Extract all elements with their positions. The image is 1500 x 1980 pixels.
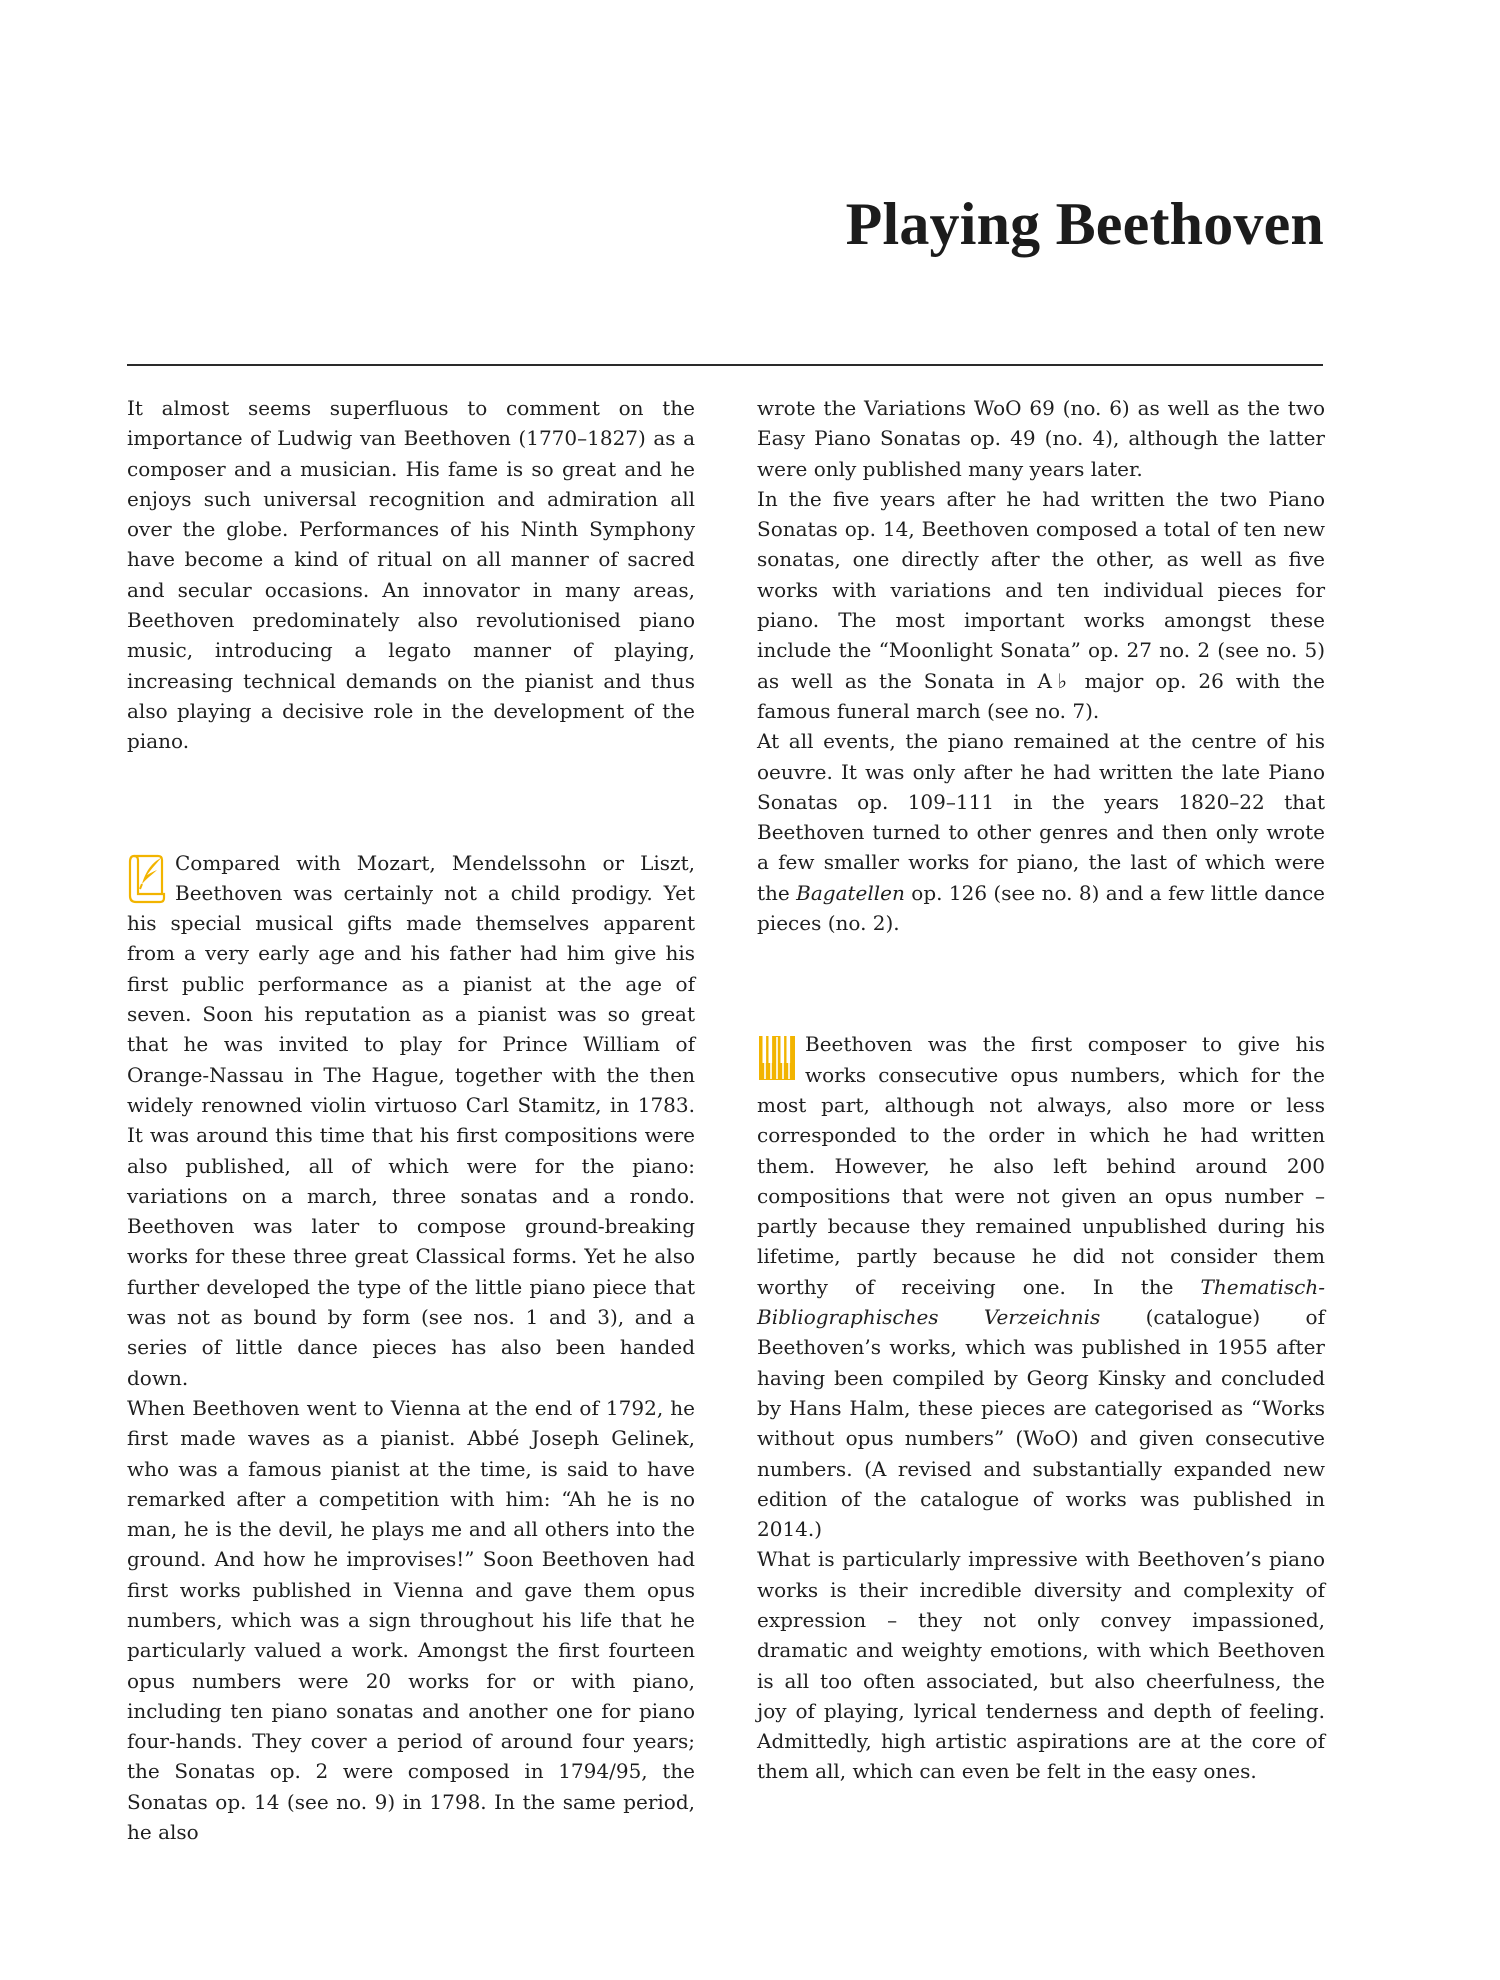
intro-paragraph: It almost seems superfluous to comment on the importance of Ludwig van Beethoven (1770–1827) as a composer and a musician. His fame is so great and he enjoys such universal recognition and admiration all over the globe. Performances of his Ninth Symphony have become a kind of ritual on all manner of sacred and secular occasions. An innovator in many areas, Beethoven predominately also revolutionised piano music, introducing a legato manner of playing, increasing technical demands on the pianist and thus also playing a decisive role in the development of the piano. [127,396,695,754]
biography-paragraph: Compared with Mozart, Mendelssohn or Liszt, Beethoven was certainly not a child prodigy. Yet his special musical gifts made themselves apparent from a very early age and his father had him give his first public performance as a pianist at the age of seven. Soon his reputation as a pianist was so great that he was invited to play for Prince William of Orange-Nassau in The Hague, together with the then widely renowned violin virtuoso Carl Stamitz, in 1783. It was around this time that his first compositions were also published, all of which were for the piano: variations on a march, three sonatas and a rondo. Beethoven was later to compose ground-breaking works for these three great Classical forms. Yet he also further developed the type of the little piano piece that was not as bound by form (see nos. 1 and 3), and a series of little dance pieces has also been handed down. [127,850,695,1390]
five-years-paragraph: In the five years after he had written the two Piano Sonatas op. 14, Beethoven composed a total of ten new sonatas, one directly after the other, as well as five works with variations and ten individual pieces for piano. The most important works amongst these include the “Moonlight Sonata” op. 27 no. 2 (see no. 5) as well as the Sonata in A♭ major op. 26 with the famous funeral march (see no. 7). [757,486,1325,723]
quill-scroll-icon [127,852,167,904]
page-title: Playing Beethoven [845,191,1324,257]
flat-sign: ♭ [1051,668,1073,693]
centre-of-oeuvre-paragraph: At all events, the piano remained at the centre of his oeuvre. It was only after he had written the late Piano Sonatas op. 109–111 in the years 1820–22 that Beethoven turned to other genres and then only wrote a few smaller works for piano, the last of which were the Bagatellen op. 126 (see no. 8) and a few little dance pieces (no. 2). [757,729,1325,936]
left-column [127,393,695,1847]
impressive-paragraph: What is particularly impressive with Beethoven’s piano works is their incredible diversity and complexity of expression – they not only convey impassioned, dramatic and weighty emotions, with which Beethoven is all too often associated, but also cheerfulness, the joy of playing, lyrical tenderness and depth of feeling. Admittedly, high artistic aspirations are at the core of them all, which can even be felt in the easy ones. [757,1547,1325,1784]
piano-keys-icon [757,1033,797,1085]
title-divider [127,364,1323,366]
right-column [757,393,1325,1787]
biography-section [127,848,695,1393]
bagatellen-title: Bagatellen [796,880,905,905]
opus-section [757,1029,1325,1544]
continuation-paragraph: wrote the Variations WoO 69 (no. 6) as well as the two Easy Piano Sonatas op. 49 (no. 4), although the latter were only published many years later. [757,396,1325,481]
vienna-paragraph: When Beethoven went to Vienna at the end of 1792, he first made waves as a pianist. Abbé Joseph Gelinek, who was a famous pianist at the time, is said to have remarked after a competition with him: “Ah he is no man, he is the devil, he plays me and all others into the ground. And how he improvises!” Soon Beethoven had first works published in Vienna and gave them opus numbers, which was a sign throughout his life that he particularly valued a work. Amongst the first fourteen opus numbers were 20 works for or with piano, including ten piano sonatas and another one for piano four-hands. They cover a period of around four years; the Sonatas op. 2 were composed in 1794/95, the Sonatas op. 14 (see no. 9) in 1798. In the same period, he also [127,1395,695,1845]
catalogue-title: Thematisch-Bibliographisches Verzeichnis [757,1274,1325,1330]
opus-paragraph: Beethoven was the first composer to give his works consecutive opus numbers, which for the most part, although not always, also more or less corresponded to the order in which he had written them. However, he also left behind around 200 compositions that were not given an opus number – partly because they remained unpublished during his lifetime, partly because he did not consider them worthy of receiving one. In the Thematisch-Bibliographisches Verzeichnis (catalogue) of Beethoven’s works, which was published in 1955 after having been compiled by Georg Kinsky and concluded by Hans Halm, these pieces are categorised as “Works without opus numbers” (WoO) and given consecutive numbers. (A revised and substantially expanded new edition of the catalogue of works was published in 2014.) [757,1032,1325,1542]
